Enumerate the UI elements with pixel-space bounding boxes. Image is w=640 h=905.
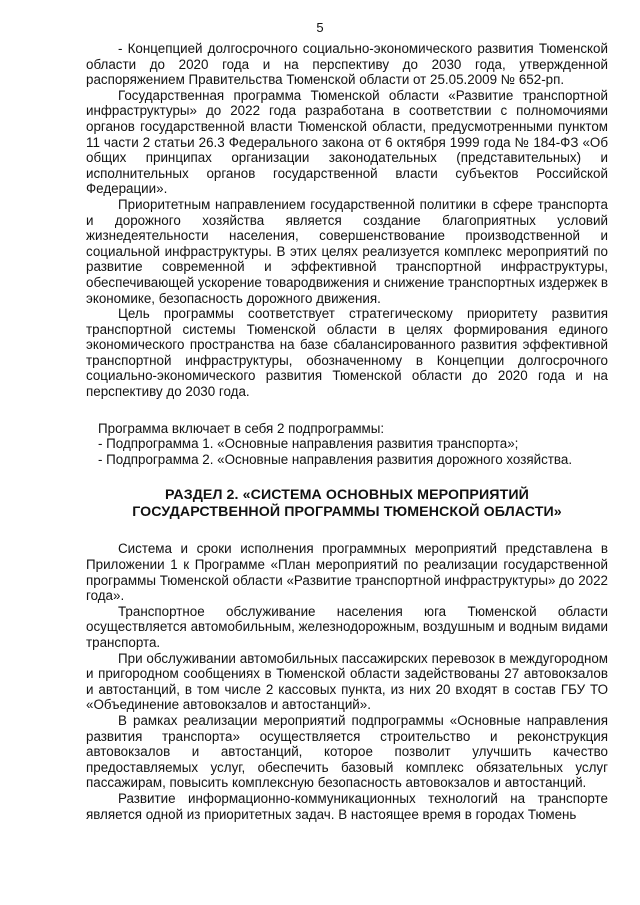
document-body [86,41,608,822]
transport-service-paragraph: Транспортное обслуживание населения юга Тюменской области осуществляется автомобильным, железнодорожным, воздушным и водным видами транспорта. [86,603,608,650]
system-terms-paragraph: Система и сроки исполнения программных мероприятий представлена в Приложении 1 к Программе «План мероприятий по реализации государственной программы Тюменской области «Развитие транспортной инфраструктуры» до 2022 года». [86,541,608,604]
section-heading-line-1: РАЗДЕЛ 2. «СИСТЕМА ОСНОВНЫХ МЕРОПРИЯТИЙ [165,487,529,504]
ict-development-paragraph: Развитие информационно-коммуникационных технологий на транспорте является одной из приоритетных задач. В настоящее время в городах Тюмень [86,790,608,822]
program-goal-paragraph: Цель программы соответствует стратегическому приоритету развития транспортной системы Тюменской области в целях формирования единого экономического пространства на базе сбалансированного развития эффективной транспортной инфраструктуры, обозначенному в Концепции долгосрочного социально-экономического развития Тюменской области до 2020 года и на перспективу до 2030 года. [86,306,608,400]
page-number: 5 [316,20,324,35]
subprogram-item-1: - Подпрограмма 1. «Основные направления развития транспорта»; [98,436,519,452]
priority-direction-paragraph: Приоритетным направлением государственной политики в сфере транспорта и дорожного хозяйства является создание благоприятных условий жизнедеятельности населения, совершенствование производственной и социальной инфраструктуры. В этих целях реализуется комплекс мероприятий по развитие современной и эффективной транспортной инфраструктуры, обеспечивающей ускорение товародвижения и снижение транспортных издержек в экономике, безопасность дорожного движения. [86,196,608,306]
section-heading-line-2: ГОСУДАРСТВЕННОЙ ПРОГРАММЫ ТЮМЕНСКОЙ ОБЛАСТИ» [132,504,562,521]
section-heading [86,487,608,521]
concept-bullet-paragraph: - Концепцией долгосрочного социально-экономического развития Тюменской области до 2020 года и на перспективу до 2030 года, утвержденной распоряжением Правительства Тюменской области от 25.05.2009 № 652-рп. [86,41,608,88]
subprogram-item-2: - Подпрограмма 2. «Основные направления развития дорожного хозяйства. [98,451,573,467]
bus-stations-paragraph: При обслуживании автомобильных пассажирских перевозок в междугородном и пригородном сообщениях в Тюменской области задействованы 27 автовокзалов и автостанций, в том числе 2 кассовых пункта, из них 20 входят в состав ГБУ ТО «Объединение автовокзалов и автостанций». [86,650,608,713]
subprogram-implementation-paragraph: В рамках реализации мероприятий подпрограммы «Основные направления развития транспорта» осуществляется строительство и реконструкция автовокзалов и автостанций, которое позволит улучшить качество предоставляемых услуг, обеспечить базовый комплекс обязательных услуг пассажирам, повысить комплексную безопасность автовокзалов и автостанций. [86,712,608,791]
program-basis-paragraph: Государственная программа Тюменской области «Развитие транспортной инфраструктуры» до 2022 года разработана в соответствии с полномочиями органов государственной власти Тюменской области, предусмотренными пунктом 11 части 2 статьи 26.3 Федерального закона от 6 октября 1999 года № 184-ФЗ «Об общих принципах организации законодательных (представительных) и исполнительных органов государственной власти субъектов Российской Федерации». [86,87,608,197]
subprograms-intro: Программа включает в себя 2 подпрограммы: [98,420,385,436]
spacer [86,400,608,421]
